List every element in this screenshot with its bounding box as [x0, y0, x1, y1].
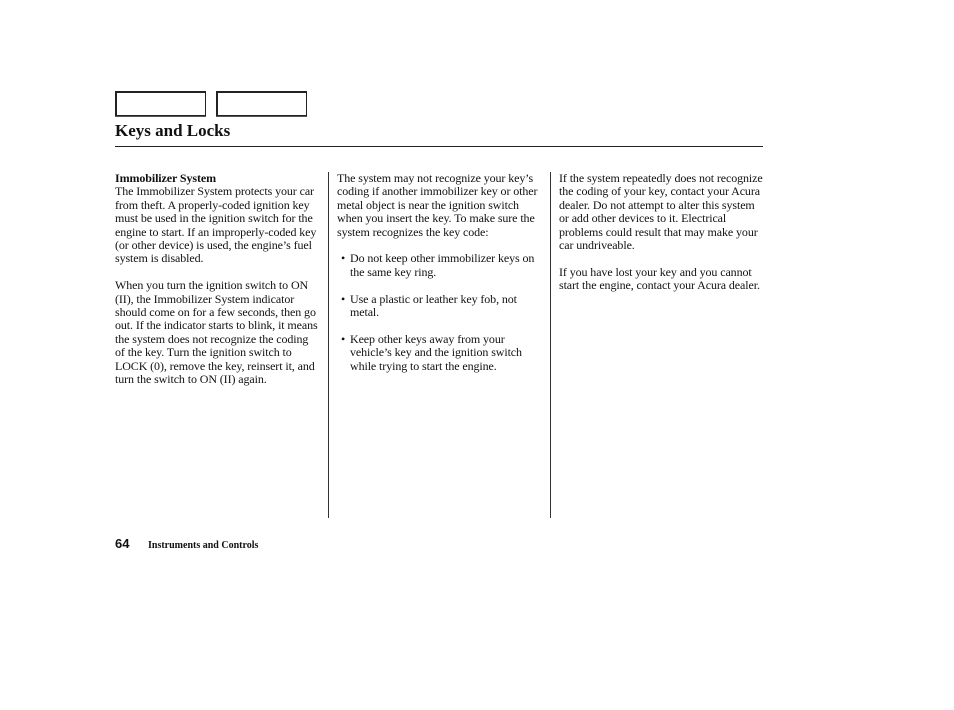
column-1-paragraph-2: When you turn the ignition switch to ON (II), the Immobilizer System indicator should come on for a few seconds, then go out. If the indicator starts to blink, it means the system does not recognize the coding of the key. Turn the ignition switch to LOCK (0), remove the key, reinsert it, and turn the switch to ON (II) again.: [115, 278, 318, 387]
title-divider: [115, 146, 763, 147]
page-number: 64: [115, 536, 130, 551]
list-item-text: Use a plastic or leather key fob, not metal.: [350, 291, 517, 320]
footer-section-name: Instruments and Controls: [148, 540, 259, 551]
column-3-paragraph-1: If the system repeatedly does not recognize the coding of your key, contact your Acura dealer. Do not attempt to alter this system or add other devices to it. Electrical problems could result that may make your car undriveable.: [559, 171, 763, 253]
page-title: Keys and Locks: [115, 121, 231, 140]
column-2-intro: The system may not recognize your key’s coding if another immobilizer key or other metal object is near the ignition switch when you insert the key. To make sure the system recognizes the key code:: [337, 171, 538, 239]
column-1-paragraph-1-text: The Immobilizer System protects your car from theft. A properly-coded ignition key must be used in the ignition switch for the engine to start. If an improperly-coded key (or other device) is used, the engine’s fuel system is disabled.: [115, 184, 317, 266]
list-item-text: Do not keep other immobilizer keys on the same key ring.: [350, 251, 535, 279]
immobilizer-subhead: Immobilizer System: [115, 171, 216, 185]
column-1-paragraph-1: [115, 172, 318, 266]
header-tab-box-1: [115, 91, 206, 116]
list-item: [337, 293, 540, 320]
key-tips-list: [337, 252, 540, 373]
text-column-1: [115, 172, 318, 400]
list-item: [337, 333, 540, 373]
text-column-3: [559, 172, 764, 306]
column-divider-1: [328, 172, 329, 518]
bullet-icon: •: [341, 291, 346, 306]
column-divider-2: [550, 172, 551, 518]
list-item-text: Keep other keys away from your vehicle’s key and the ignition switch while trying to start the engine.: [350, 331, 522, 373]
header-tab-box-2: [216, 91, 307, 116]
column-3-paragraph-2: If you have lost your key and you cannot start the engine, contact your Acura dealer.: [559, 264, 760, 293]
list-item: [337, 252, 540, 279]
bullet-icon: •: [341, 331, 346, 346]
bullet-icon: •: [341, 251, 346, 266]
text-column-2: [337, 172, 540, 386]
